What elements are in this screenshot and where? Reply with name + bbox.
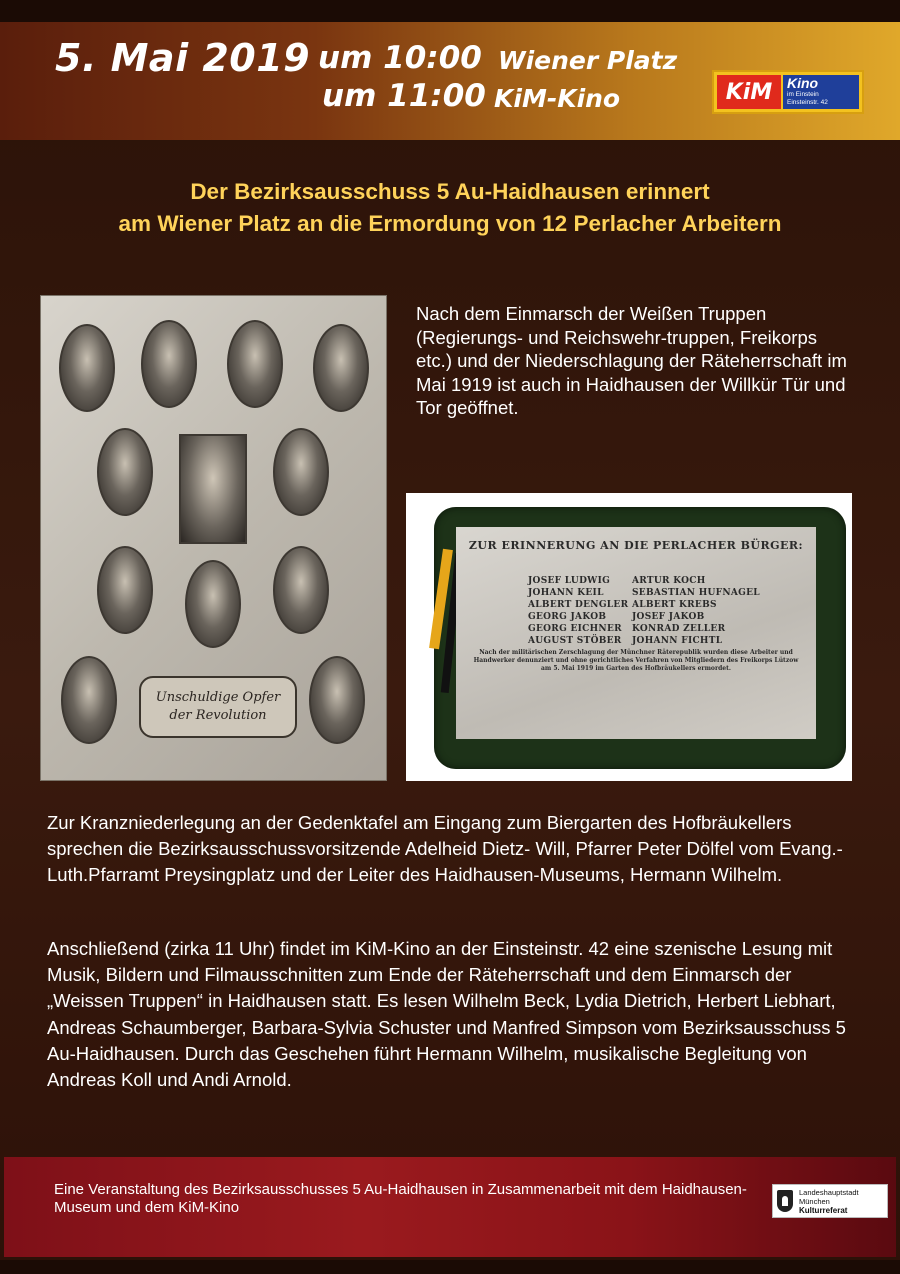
plaque-name: ALBERT DENGLER: [528, 600, 629, 610]
portrait-oval: [309, 656, 365, 744]
plaque-name: JOHANN FICHTL: [632, 636, 723, 646]
headline-line-1: Der Bezirksausschuss 5 Au-Haidhausen erinnert: [190, 179, 710, 204]
portrait-oval: [141, 320, 197, 408]
logo-address-line-2: Einsteinstr. 42: [787, 99, 828, 106]
memorial-plaque: [456, 527, 816, 739]
plaque-names-left: [528, 575, 628, 647]
memorial-plaque-photo: [406, 493, 852, 781]
portrait-oval: [273, 428, 329, 516]
munich-kulturreferat-logo: [772, 1184, 888, 1218]
top-strip: [0, 0, 900, 22]
plaque-name: ARTUR KOCH: [632, 576, 706, 586]
plaque-title: ZUR ERINNERUNG AN DIE PERLACHER BÜRGER:: [468, 539, 804, 552]
portrait-oval: [97, 428, 153, 516]
footer-logo-line-3: Kulturreferat: [799, 1205, 848, 1215]
plaque-names-right: [632, 575, 760, 647]
victims-portrait-photo: [40, 295, 387, 781]
portrait-caption: [139, 676, 297, 738]
portrait-oval: [97, 546, 153, 634]
header-banner: [0, 22, 900, 140]
plaque-note: Nach der militärischen Zerschlagung der Münchner Räterepublik wurden diese Arbeiter und Handwerker denunziert und ohne gerichtliches Verfahren von Mitgliedern des Freikorps Lützow am 5. Mai 1919 im Garten des Hofbräukellers ermordet.: [473, 649, 799, 672]
plaque-name: JOSEF JAKOB: [632, 612, 705, 622]
portrait-oval: [227, 320, 283, 408]
munich-coat-of-arms-icon: [777, 1190, 793, 1212]
portrait-oval: [61, 656, 117, 744]
footer-banner: [4, 1157, 896, 1257]
event-place-1: Wiener Platz: [498, 46, 678, 75]
body-paragraph-2: Anschließend (zirka 11 Uhr) findet im KiM-Kino an der Einsteinstr. 42 eine szenische Lesung mit Musik, Bildern und Filmausschnitten zum Ende der Räteherrschaft und dem Einmarsch der „Weissen Truppen“ in Haidhausen statt. Es lesen Wilhelm Beck, Lydia Dietrich, Herbert Liebhart, Andreas Schaumberger, Barbara-Sylvia Schuster und Manfred Simpson vom Bezirksausschuss 5 Au-Haidhausen. Durch das Geschehen führt Hermann Wilhelm, musikalische Begleitung von Andreas Koll und Andi Arnold.: [47, 938, 846, 1091]
plaque-name: GEORG JAKOB: [528, 612, 607, 622]
footer-text: Eine Veranstaltung des Bezirksausschusses 5 Au-Haidhausen in Zusammenarbeit mit dem Haidhausen-Museum und dem KiM-Kino: [54, 1181, 747, 1216]
headline-line-2: am Wiener Platz an die Ermordung von 12 Perlacher Arbeitern: [118, 211, 782, 236]
kim-kino-logo: [712, 70, 864, 114]
logo-brand: KiM: [717, 75, 781, 109]
footer-logo-line-2: München: [799, 1196, 830, 1206]
portrait-oval: [185, 560, 241, 648]
plaque-name: JOHANN KEIL: [528, 588, 604, 598]
logo-address-line-1: im Einstein: [787, 91, 819, 98]
logo-name: Kino: [787, 75, 819, 91]
portrait-center: [179, 434, 247, 544]
bottom-strip: [0, 1260, 900, 1274]
plaque-name: ALBERT KREBS: [632, 600, 717, 610]
plaque-name: SEBASTIAN HUFNAGEL: [632, 588, 760, 598]
portrait-oval: [313, 324, 369, 412]
logo-right-panel: [783, 75, 859, 109]
event-time-2: um 11:00: [322, 78, 486, 114]
intro-text: Nach dem Einmarsch der Weißen Truppen (Regierungs- und Reichswehr-truppen, Freikorps etc.) und der Niederschlagung der Räteherrschaft im Mai 1919 ist auch in Haidhausen der Willkür Tür und Tor geöffnet.: [416, 303, 847, 418]
plaque-name: KONRAD ZELLER: [632, 624, 726, 634]
plaque-name: JOSEF LUDWIG: [528, 576, 611, 586]
event-place-2: KiM-Kino: [494, 84, 621, 113]
plaque-name: GEORG EICHNER: [528, 624, 622, 634]
body-paragraph-1: Zur Kranzniederlegung an der Gedenktafel am Eingang zum Biergarten des Hofbräukellers sprechen die Bezirksausschussvorsitzende Adelheid Dietz- Will, Pfarrer Peter Dölfel vom Evang.-Luth.Pfarramt Preysingplatz und der Leiter des Haidhausen-Museums, Hermann Wilhelm.: [47, 812, 843, 886]
headline: [0, 176, 900, 240]
portrait-oval: [59, 324, 115, 412]
event-date: 5. Mai 2019: [55, 36, 311, 80]
plaque-name: AUGUST STÖBER: [528, 636, 622, 646]
portrait-caption-line-1: Unschuldige Opfer: [155, 690, 281, 705]
footer-logo-text: [799, 1188, 859, 1215]
footer-logo-line-1: Landeshauptstadt: [799, 1187, 859, 1197]
logo-address: [787, 91, 828, 107]
portrait-caption-line-2: der Revolution: [169, 708, 267, 723]
event-time-1: um 10:00: [318, 40, 482, 76]
portrait-oval: [273, 546, 329, 634]
